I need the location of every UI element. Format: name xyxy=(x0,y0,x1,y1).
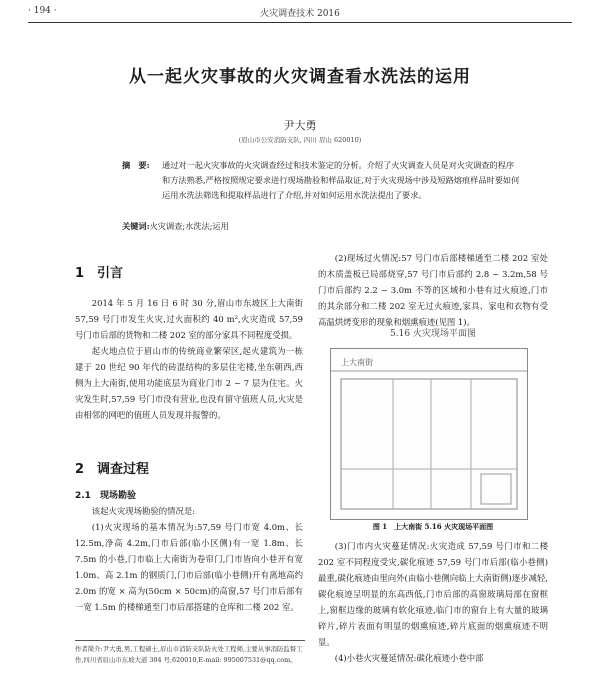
subsection-2-1-heading: 2.1 现场勘验 xyxy=(75,491,136,501)
right-column-top xyxy=(318,250,548,330)
journal-name: 火灾调查技术 2016 xyxy=(260,9,340,19)
article-title: 从一起火灾事故的火灾调查看水洗法的运用 xyxy=(129,67,471,87)
abstract-text: 通过对一起火灾事故的火灾调查经过和技术鉴定的分析。介绍了火灾调查人员是对火灾调查的程序和方法熟悉,严格按照规定要求进行现场勘验和样品取证,对于火灾现场中涉及短路熔痕样品时要如何运用水洗法筛选和提取样品进行了介绍,并对如何运用水洗法提出了要求。 xyxy=(162,160,520,200)
author: 尹大勇 xyxy=(283,119,317,132)
figure-caption: 图 1 上大南街 5.16 火灾现场平面图 xyxy=(372,522,494,531)
street-label: 上大南街 xyxy=(341,358,373,367)
keywords-text: 火灾调查;水洗法;运用 xyxy=(149,221,229,231)
left-column xyxy=(75,295,303,423)
figure-title: 5.16 火灾现场平面图 xyxy=(390,329,476,339)
section-1-heading: 1 引言 xyxy=(75,266,124,281)
running-header xyxy=(28,6,572,20)
footnote: 作者简介:尹大勇,男,工程硕士,眉山市消防支队防火处工程师,主要从事消防监督工作,四川省眉山市东坡大道 304 号,620010,E-mail: 995007531@qq.com。 xyxy=(75,645,303,664)
paragraph: (4)小巷火灾蔓延情况:碳化痕迹小巷中部 xyxy=(334,653,484,663)
abstract xyxy=(122,158,522,203)
keywords xyxy=(122,221,522,232)
floor-plan-figure xyxy=(330,348,528,520)
footnote-rule xyxy=(75,640,305,641)
affiliation: (眉山市公安消防支队, 四川 眉山 620010) xyxy=(238,136,362,144)
section-2-heading: 2 调查过程 xyxy=(75,462,150,477)
paragraph: (2)现场过火情况:57 号门市后部楼梯通至二楼 202 室处的木质盖板已局部烧穿,57 号门市后部约 2.8 ~ 3.2m,58 号门市后部约 2.2 ~ 3.0m 不等的区域和小巷有过火痕迹,门市的其余部分和二楼 202 室无过火痕迹,家具、家电和衣物有受高温烘烤变形的现象和烟熏痕迹(见图 1)。 xyxy=(318,253,548,327)
keywords-label: 关键词: xyxy=(122,221,150,231)
paragraph: (3)门市内火灾蔓延情况:火灾造成 57,59 号门市和二楼 202 室不同程度受灾,碳化痕迹 57,59 号门市后部(临小巷侧)最重,碳化痕迹由里向外(由临小巷侧向临上大南街侧)逐步减轻,碳化痕迹呈明显的东高西低,门市后部的高窗玻璃局部在窗框上,窗框边缘的玻璃有软化痕迹,临门市的窗台上有大量的玻璃碎片,碎片表面有明显的烟熏痕迹,碎片底面的烟熏痕迹不明显。 xyxy=(318,541,548,647)
header-rule xyxy=(28,22,572,23)
abstract-label: 摘 要: xyxy=(122,160,150,170)
paragraph: 2014 年 5 月 16 日 6 时 30 分,眉山市东坡区上大南街 57,59 号门市发生火灾,过火面积约 40 m²,火灾造成 57,59 号门市后部的货物和二楼 202 室的部分家具不同程度受损。 xyxy=(75,298,303,340)
left-column-2 xyxy=(75,503,303,615)
paragraph: (1)火灾现场的基本情况为:57,59 号门市宽 4.0m、长 12.5m,净高 4.2m,门市后部(临小区侧)有一宽 1.8m、长 7.5m 的小巷,门市临上大南街为卷帘门,门市皆向小巷开有宽 1.0m、高 2.1m 的钢质门,门市后部(临小巷侧)开有离地高约 2.0m 的宽 × 高为(50cm × 50cm)的高窗,57 号门市后部有一宽 1.5m 的楼梯通至门市后部搭建的仓库和二楼 202 室。 xyxy=(75,522,303,612)
paragraph: 该起火灾现场勘验的情况是: xyxy=(91,506,196,516)
right-column-bottom xyxy=(318,538,548,666)
floor-plan-drawing xyxy=(331,349,527,519)
page-number: · 194 · xyxy=(28,6,57,16)
paragraph: 起火地点位于眉山市的传统商业繁荣区,起火建筑为一栋建于 20 世纪 90 年代的砖混结构的多层住宅楼,坐东朝西,西侧为上大南街,使用功能底层为商业门市 2 ~ 7 层为住宅。火灾发生时,57,59 号门市没有营业,也没有留守值班人员,火灾是由相邻的网吧的值班人员发现并报警的。 xyxy=(75,346,303,420)
